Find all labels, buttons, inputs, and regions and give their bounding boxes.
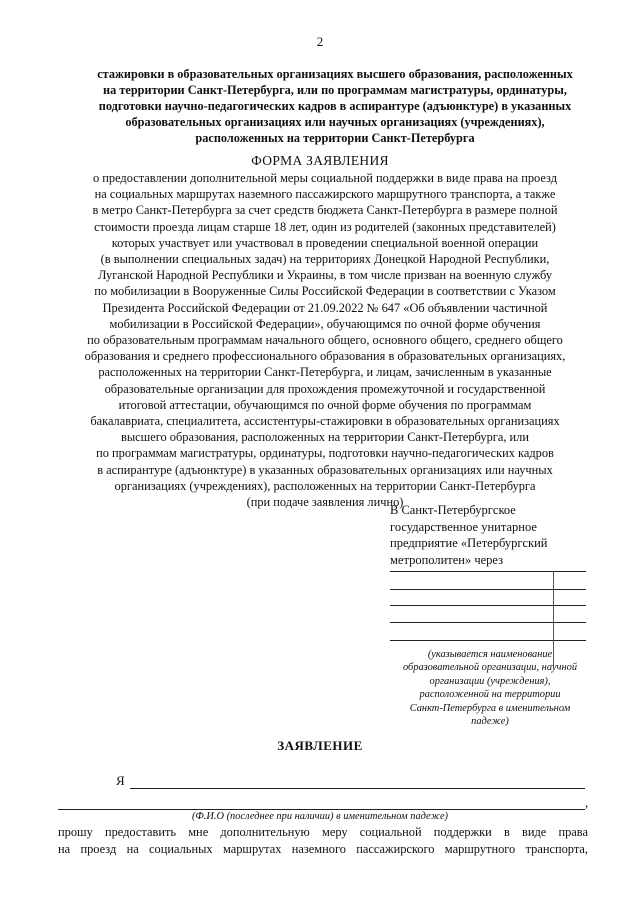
addressee-blank-line[interactable] [390, 622, 586, 623]
body-line: на проезд на социальных маршрутах наземного пассажирского маршрутного транспорта, [58, 841, 588, 856]
description-line: по образовательным программам начального общего, основного общего, среднего общего [87, 333, 563, 348]
header-line: на территории Санкт-Петербурга, или по программам магистратуры, ординатуры, [103, 83, 567, 97]
note-line: расположенной на территории [419, 689, 561, 701]
description-line: образовательные организации для прохождения промежуточной и государственной [104, 381, 546, 396]
note-line: Санкт-Петербурга в именительном [409, 702, 571, 714]
description-line: на социальных маршрутах наземного пассажирского маршрутного транспорта, а также [94, 187, 556, 202]
form-description [58, 170, 592, 510]
description-line: расположенных на территории Санкт-Петербурга, и лицам, зачисленным в указанные [98, 365, 552, 380]
fio-input-line[interactable] [130, 788, 585, 789]
note-line: организации (учреждения), [429, 675, 551, 687]
addressee-line: В Санкт-Петербургское [390, 503, 516, 517]
description-line: о предоставлении дополнительной меры социальной поддержки в виде права на проезд [92, 171, 558, 185]
description-line: (при подаче заявления лично) [246, 495, 404, 510]
description-line: Президента Российской Федерации от 21.09.2022 № 647 «Об объявлении частичной [102, 300, 548, 315]
addressee-block [390, 502, 600, 568]
ya-label: Я [116, 773, 125, 788]
note-line: (указывается наименование [427, 649, 553, 660]
header-line: образовательных организациях или научных организациях (учреждениях), [125, 115, 545, 129]
statement-body [58, 824, 588, 857]
note-line: падеже) [471, 716, 509, 728]
addressee-blank-line[interactable] [390, 571, 586, 572]
statement-title: ЗАЯВЛЕНИЕ [277, 738, 363, 753]
addressee-line: метрополитен» через [390, 552, 504, 567]
description-line: в метро Санкт-Петербурга за счет средств бюджета Санкт-Петербурга в размере полной [92, 203, 558, 218]
header-line: подготовки научно-педагогических кадров в аспирантуре (адъюнктуре) в указанных [98, 99, 572, 113]
description-line: (в выполнении специальных задач) на территориях Донецкой Народной Республики, [100, 252, 550, 267]
description-line: мобилизации в Российской Федерации», обучающимся по очной форме обучения [109, 316, 541, 331]
description-line: по программам магистратуры, ординатуры, подготовки научно-педагогических кадров [96, 446, 554, 461]
page-number: 2 [316, 34, 324, 49]
fio-caption: (Ф.И.О (последнее при наличии) в именительном падеже) [191, 811, 449, 822]
description-line: организациях (учреждениях), расположенных на территории Санкт-Петербурга [114, 478, 536, 493]
header-title-block [70, 66, 600, 146]
addressee-line: предприятие «Петербургский [390, 536, 548, 550]
description-line: Луганской Народной Республики и Украины, в том числе призван на военную службу [97, 268, 553, 283]
header-line: расположенных на территории Санкт-Петербурга [195, 131, 475, 145]
addressee-blank-line[interactable] [390, 640, 586, 641]
description-line: которых участвует или участвовал в проведении специальной военной операции [111, 235, 539, 250]
description-line: итоговой аттестации, обучающимся по очной форме обучения по программам [118, 397, 532, 412]
addressee-note [390, 648, 590, 728]
addressee-blank-line[interactable] [390, 605, 586, 606]
note-line: образовательной организации, научной [402, 662, 578, 674]
description-line: высшего образования, расположенных на территории Санкт-Петербурга, или [121, 430, 529, 445]
addressee-blank-line[interactable] [390, 589, 586, 590]
description-line: бакалавриата, специалитета, ассистентуры-стажировки в образовательных организациях [90, 414, 560, 429]
fio-comma: , [585, 795, 589, 810]
description-line: образования и среднего профессионального образования в образовательных организациях, [84, 349, 566, 364]
header-line: стажировки в образовательных организациях высшего образования, расположенных [97, 67, 573, 81]
description-line: в аспирантуре (адъюнктуре) в указанных образовательных организациях или научных [97, 462, 553, 477]
fio-input-line-2[interactable] [58, 809, 585, 810]
description-line: по мобилизации в Вооруженные Силы Российской Федерации в соответствии с Указом [94, 284, 556, 299]
body-line: прошу предоставить мне дополнительную меру социальной поддержки в виде права [58, 825, 588, 839]
addressee-line: государственное унитарное [390, 519, 537, 534]
description-line: стоимости проезда лицам старше 18 лет, один из родителей (законных представителей) [94, 219, 556, 234]
form-title: ФОРМА ЗАЯВЛЕНИЯ [251, 153, 389, 168]
